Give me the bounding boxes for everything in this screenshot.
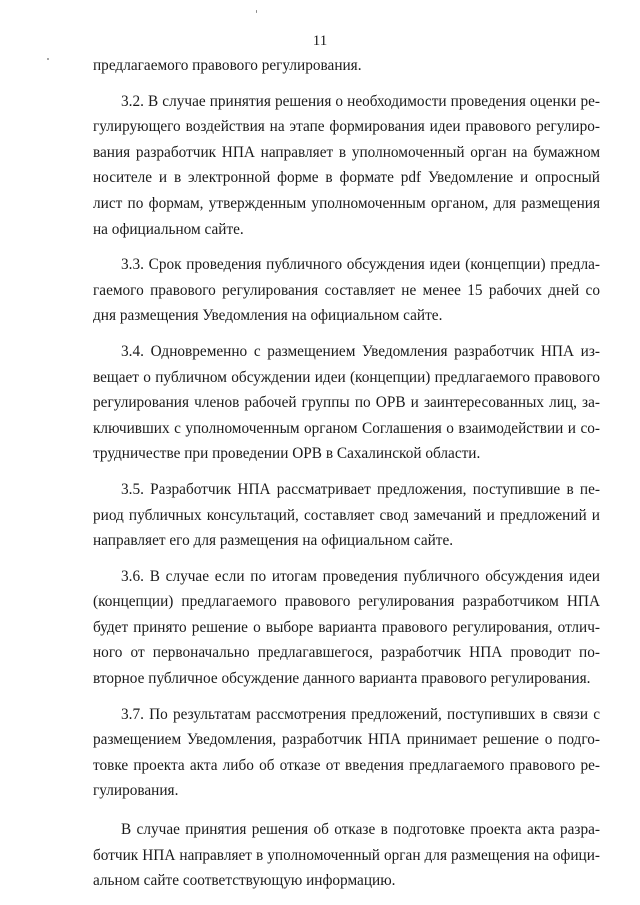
page-number: 11 — [312, 33, 328, 49]
paragraph-3-2: 3.2. В случае принятия решения о необходимости проведения оценки регулирующего воздействия на этапе формирования идеи правового регулирования разработчик НПА направляет в уполномоченный орган на бумажном носителе и в электронной форме в формате pdf Уведомление и опросный лист по формам, утвержденным уполномоченным органом, для размещения на официальном сайте. — [93, 92, 600, 238]
scan-artifact-dot — [256, 10, 257, 13]
document-body — [93, 53, 600, 904]
paragraph-3-4: 3.4. Одновременно с размещением Уведомления разработчик НПА извещает о публичном обсуждении идеи (концепции) предлагаемого правового регулирования членов рабочей группы по ОРВ и заинтересованных лиц, заключивших с уполномоченным органом Соглашения о взаимодействии и сотрудничестве при проведении ОРВ в Сахалинской области. — [93, 342, 600, 463]
paragraph-3-7: 3.7. По результатам рассмотрения предложений, поступивших в связи с размещением Уведомления, разработчик НПА принимает решение о подготовке проекта акта либо об отказе от введения предлагаемого правового регулирования. — [93, 705, 600, 800]
scan-artifact-dot — [47, 58, 49, 60]
paragraph-refusal: В случае принятия решения об отказе в подготовке проекта акта разработчик НПА направляет в уполномоченный орган для размещения на официальном сайте соответствующую информацию. — [93, 821, 600, 890]
paragraph-3-5: 3.5. Разработчик НПА рассматривает предложения, поступившие в период публичных консультаций, составляет свод замечаний и предложений и направляет его для размещения на официальном сайте. — [93, 480, 600, 550]
paragraph-3-3: 3.3. Срок проведения публичного обсуждения идеи (концепции) предлагаемого правового регулирования составляет не менее 15 рабочих дней со дня размещения Уведомления на официальном сайте. — [93, 256, 600, 325]
paragraph-3-6: 3.6. В случае если по итогам проведения публичного обсуждения идеи (концепции) предлагаемого правового регулирования разработчиком НПА будет принято решение о выборе варианта правового регулирования, отличного от первоначально предлагавшегося, разработчик НПА проводит повторное публичное обсуждение данного варианта правового регулирования. — [93, 567, 600, 688]
paragraph-continuation: предлагаемого правового регулирования. — [93, 57, 362, 74]
